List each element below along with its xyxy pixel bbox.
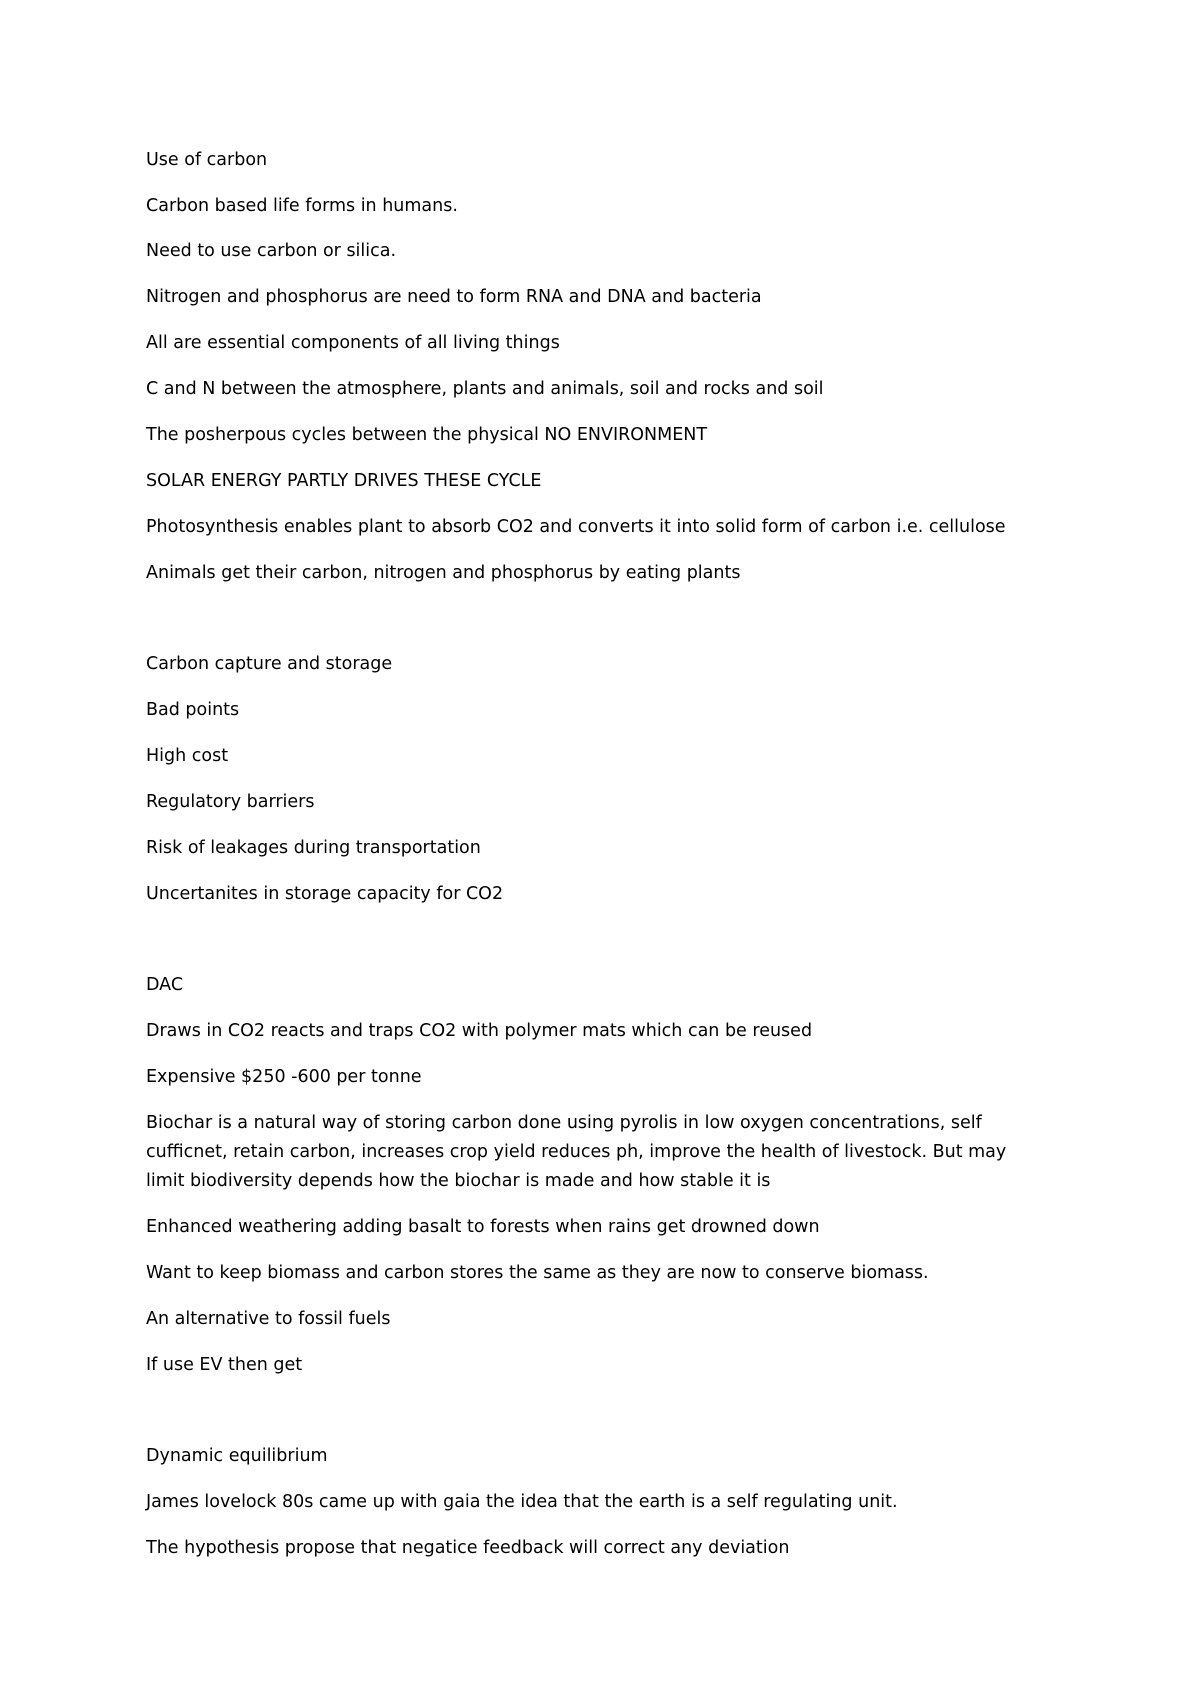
text-line-essential-components: All are essential components of all living things bbox=[146, 333, 560, 353]
text-line-expensive: Expensive $250 -600 per tonne bbox=[146, 1067, 422, 1087]
text-line-keep-biomass: Want to keep biomass and carbon stores the same as they are now to conserve biomass. bbox=[146, 1263, 929, 1283]
text-line-draws-in-co2: Draws in CO2 reacts and traps CO2 with polymer mats which can be reused bbox=[146, 1021, 813, 1041]
text-line-fossil-fuels: An alternative to fossil fuels bbox=[146, 1309, 391, 1329]
text-line-carbon-or-silica: Need to use carbon or silica. bbox=[146, 241, 397, 261]
text-line-leakages: Risk of leakages during transportation bbox=[146, 838, 481, 858]
text-line-carbon-capture: Carbon capture and storage bbox=[146, 654, 393, 674]
text-line-animals-carbon: Animals get their carbon, nitrogen and phosphorus by eating plants bbox=[146, 563, 741, 583]
text-line-c-and-n: C and N between the atmosphere, plants and animals, soil and rocks and soil bbox=[146, 379, 824, 399]
text-line-posherpous-cycles: The posherpous cycles between the physical NO ENVIRONMENT bbox=[146, 425, 708, 445]
text-line-dac: DAC bbox=[146, 975, 184, 995]
text-line-nitrogen-phosphorus: Nitrogen and phosphorus are need to form RNA and DNA and bacteria bbox=[146, 287, 762, 307]
text-line-regulatory-barriers: Regulatory barriers bbox=[146, 792, 315, 812]
text-line-high-cost: High cost bbox=[146, 746, 229, 766]
text-line-solar-energy: SOLAR ENERGY PARTLY DRIVES THESE CYCLE bbox=[146, 471, 542, 491]
text-line-use-of-carbon: Use of carbon bbox=[146, 150, 268, 170]
text-line-enhanced-weathering: Enhanced weathering adding basalt to forests when rains get drowned down bbox=[146, 1217, 820, 1237]
text-line-photosynthesis: Photosynthesis enables plant to absorb CO2 and converts it into solid form of carbon i.e. cellulose bbox=[146, 517, 1006, 537]
text-line-james-lovelock: James lovelock 80s came up with gaia the idea that the earth is a self regulating unit. bbox=[146, 1492, 898, 1512]
text-paragraph-biochar: Biochar is a natural way of storing carbon done using pyrolis in low oxygen concentrations, self cufficnet, retain carbon, increases crop yield reduces ph, improve the health of livestock. But may limit biodiversity depends how the biochar is made and how stable it is bbox=[146, 1113, 1007, 1191]
text-line-bad-points: Bad points bbox=[146, 700, 240, 720]
text-line-storage-capacity: Uncertanites in storage capacity for CO2 bbox=[146, 884, 504, 904]
text-line-hypothesis: The hypothesis propose that negatice feedback will correct any deviation bbox=[146, 1538, 790, 1558]
text-line-dynamic-equilibrium: Dynamic equilibrium bbox=[146, 1446, 328, 1466]
text-line-carbon-based-life: Carbon based life forms in humans. bbox=[146, 196, 458, 216]
text-line-use-ev: If use EV then get bbox=[146, 1355, 303, 1375]
